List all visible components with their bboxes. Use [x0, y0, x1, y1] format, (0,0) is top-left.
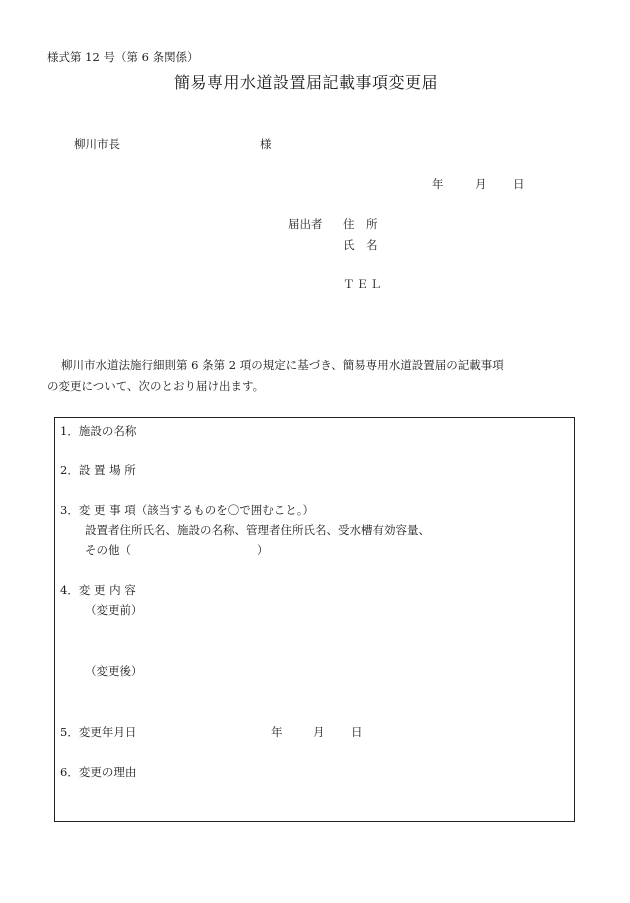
- addressee-honorific: 様: [260, 137, 272, 151]
- item-change-other: その他（: [85, 543, 131, 557]
- item-change-other-close: ）: [257, 543, 269, 557]
- addressee-name: 柳川市長: [74, 137, 120, 151]
- item-change-content: 4．変 更 内 容: [60, 583, 136, 597]
- intro-line-1: 柳川市水道法施行細則第 6 条第 2 項の規定に基づき、簡易専用水道設置届の記載事項: [61, 358, 504, 372]
- item-facility-name: 1．施設の名称: [60, 424, 137, 438]
- form-number: 様式第 12 号（第 6 条関係）: [47, 50, 199, 64]
- item-after-label: （変更後）: [85, 664, 143, 678]
- item-change-date: 5．変更年月日: [60, 725, 137, 739]
- page-title: 簡易専用水道設置届記載事項変更届: [174, 73, 439, 92]
- item-change-options: 設置者住所氏名、施設の名称、管理者住所氏名、受水槽有効容量、: [85, 523, 430, 537]
- item-change-reason: 6．変更の理由: [60, 765, 137, 779]
- item-before-label: （変更前）: [85, 603, 143, 617]
- applicant-name-label: 氏 名: [343, 238, 378, 252]
- date-day-label: 日: [513, 177, 525, 191]
- applicant-tel-label: ＴＥＬ: [343, 277, 384, 291]
- item-change-date-year: 年: [271, 725, 283, 739]
- intro-line-2: の変更について、次のとおり届け出ます。: [47, 379, 265, 393]
- item-change-date-month: 月: [313, 725, 325, 739]
- applicant-address-label: 住 所: [343, 217, 378, 231]
- date-year-label: 年: [432, 177, 444, 191]
- form-box: [54, 417, 575, 822]
- item-change-matters: 3．変 更 事 項（該当するものを〇で囲むこと。）: [60, 503, 315, 517]
- applicant-label: 届出者: [288, 217, 323, 231]
- item-change-date-day: 日: [351, 725, 363, 739]
- item-location: 2．設 置 場 所: [60, 463, 136, 477]
- date-month-label: 月: [475, 177, 487, 191]
